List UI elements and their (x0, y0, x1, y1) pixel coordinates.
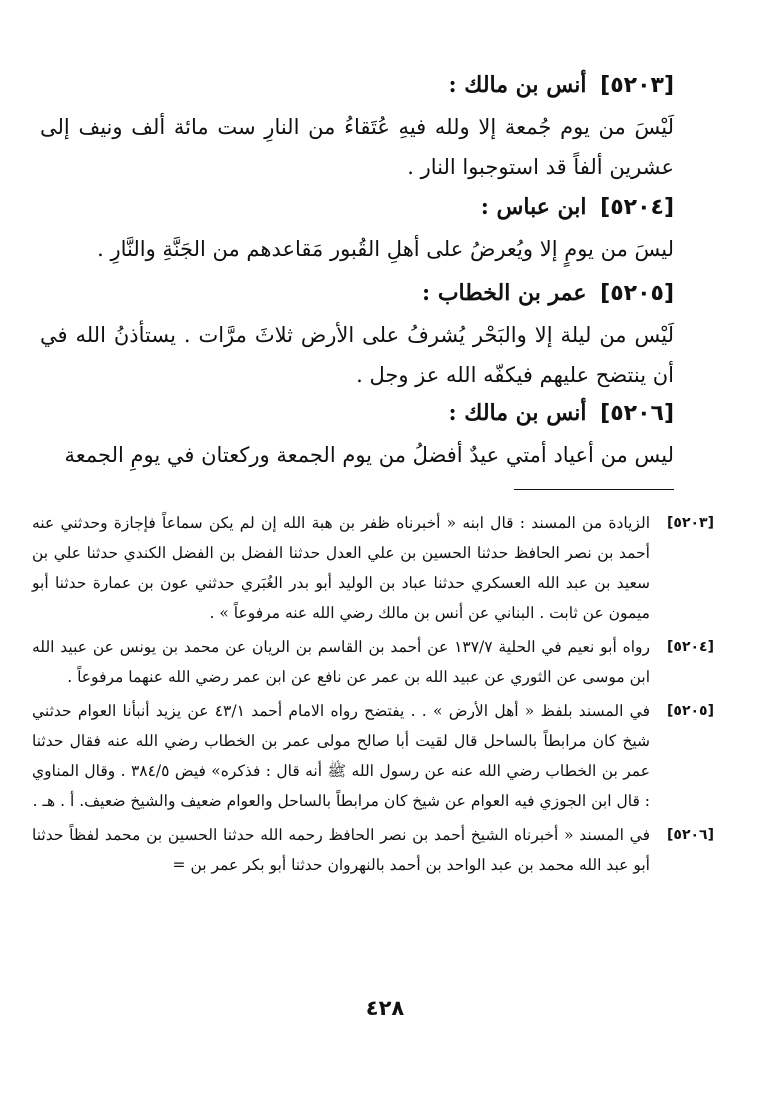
hadith-entry (40, 398, 674, 475)
footnote (32, 632, 714, 692)
footnote-separator (514, 489, 674, 490)
footnote (32, 696, 714, 816)
hadith-entry (40, 278, 674, 395)
entry-number: [٥٢٠٦] (600, 401, 674, 426)
footnote-text: رواه أبو نعيم في الحلية ١٣٧/٧ عن أحمد بن القاسم بن الريان عن محمد بن يونس عن عبيد الله ابن موسى عن الثوري عن عبيد الله بن عمر عن نافع عن ابن عمر رضي الله عنهما مرفوعاً . (32, 638, 650, 686)
footnote-text: الزيادة من المسند : قال ابنه « أخبرناه ظفر بن هبة الله إن لم يكن سماعاً فإجازة وحدثني عنه أحمد بن نصر الحافظ حدثنا الحسين بن علي العدل حدثنا الفضل بن الفضل الكندي حدثنا علي بن سعيد بن عبد الله العسكري حدثنا عباد بن الوليد أبو بدر الغُبَري حدثني عون بن عمارة حدثنا أبو ميمون عن ثابت . البناني عن أنس بن مالك رضي الله عنه مرفوعاً » . (32, 514, 650, 622)
entry-narrator: ابن عباس : (480, 194, 587, 220)
footnote-number: [٥٢٠٦] (667, 827, 714, 843)
entry-narrator: عمر بن الخطاب : (422, 280, 587, 306)
entry-number: [٥٢٠٥] (600, 281, 674, 306)
entry-heading (40, 398, 674, 429)
entry-text: ليسَ من يومٍ إلا ويُعرضُ على أهلِ القُبور مَقاعدهم من الجَنَّةِ والنَّارِ . (97, 237, 674, 261)
hadith-entry (40, 192, 674, 269)
footnote (32, 508, 714, 628)
entry-heading (40, 70, 674, 101)
entry-narrator: أنس بن مالك : (448, 72, 587, 98)
entry-text: لَيْسَ من يوم جُمعة إلا ولله فيهِ عُتَقاءُ من النارِ ست مائة ألف ونيف إلى عشرين ألفاً قد استوجبوا النار . (40, 115, 674, 179)
entry-number: [٥٢٠٣] (600, 73, 674, 98)
footnote-number: [٥٢٠٤] (667, 639, 714, 655)
entry-text: ليس من أعياد أمتي عيدٌ أفضلُ من يوم الجمعة وركعتان في يومِ الجمعة (64, 443, 674, 467)
entry-heading (40, 192, 674, 223)
footnote (32, 820, 714, 880)
footnote-text: في المسند بلفظ « أهل الأرض » . . يفتضح رواه الامام أحمد ٤٣/١ عن يزيد أنبأنا العوام حدثني شيخ كان مرابطاً بالساحل قال لقيت أبا صالح مولى عمر بن الخطاب رضي الله عنه فقال حدثنا عمر بن الخطاب رضي الله عنه عن رسول الله ﷺ أنه قال : فذكره» فيض ٣٨٤/٥ . وقال المناوي : قال ابن الجوزي فيه العوام عن شيخ كان مرابطاً بالساحل والعوام ضعيف والشيخ ضعيف. أ . هـ . (32, 702, 650, 810)
hadith-entry (40, 70, 674, 187)
page-number: ٤٢٨ (365, 996, 405, 1020)
footnotes (32, 508, 714, 884)
entry-number: [٥٢٠٤] (600, 195, 674, 220)
entry-heading (40, 278, 674, 309)
entry-text: لَيْس من ليلة إلا والبَحْر يُشرفُ على الأرض ثلاثَ مرَّات . يستأذنُ الله في أن ينتضح عليهم فيكفّه الله عز وجل . (40, 323, 674, 387)
entry-narrator: أنس بن مالك : (448, 400, 587, 426)
footnote-text: في المسند « أخبرناه الشيخ أحمد بن نصر الحافظ رحمه الله حدثنا الحسين بن محمد لفظاً حدثنا أبو عبد الله محمد بن عبد الواحد بن أحمد بالنهروان حدثنا أبو بكر عمر بن = (32, 826, 650, 874)
footnote-number: [٥٢٠٥] (667, 703, 714, 719)
document-page (32, 0, 714, 1096)
footnote-number: [٥٢٠٣] (667, 515, 714, 531)
